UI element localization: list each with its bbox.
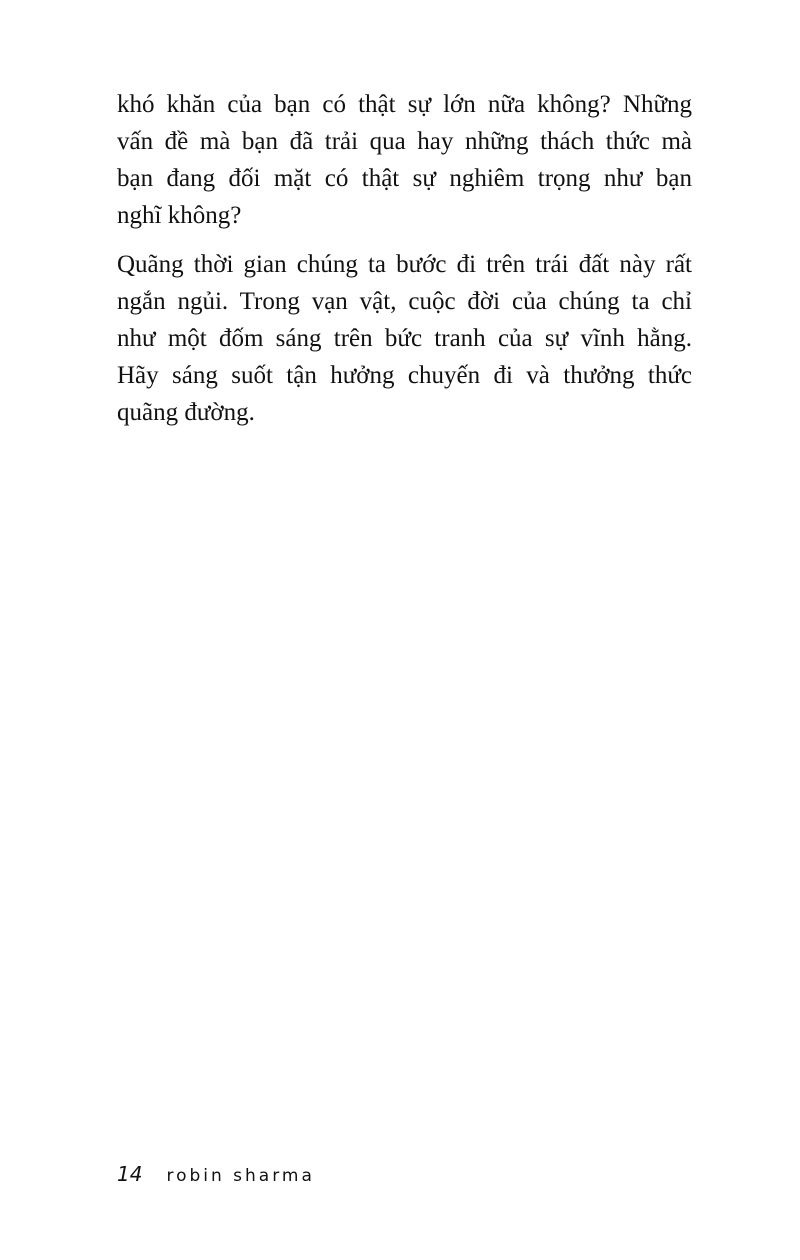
text-line: vấn đề mà bạn đã trải qua hay những thách thức mà [117, 128, 692, 155]
running-footer-author: robin sharma [166, 1166, 315, 1186]
text-line: quãng đường. [117, 399, 255, 426]
paragraph-1 [117, 86, 692, 234]
page-body [117, 86, 692, 443]
text-line: ngắn ngủi. Trong vạn vật, cuộc đời của chúng ta chỉ [117, 288, 692, 315]
page-number: 14 [117, 1162, 143, 1186]
text-line: như một đốm sáng trên bức tranh của sự vĩnh hằng. [117, 325, 692, 352]
text-line: nghĩ không? [117, 202, 242, 229]
page-footer [117, 1162, 315, 1192]
text-line: Quãng thời gian chúng ta bước đi trên trái đất này rất [117, 251, 692, 278]
paragraph-2 [117, 246, 692, 431]
text-line: bạn đang đối mặt có thật sự nghiêm trọng như bạn [117, 165, 692, 192]
text-line: Hãy sáng suốt tận hưởng chuyến đi và thưởng thức [117, 362, 692, 389]
text-line: khó khăn của bạn có thật sự lớn nữa không? Những [117, 91, 692, 118]
